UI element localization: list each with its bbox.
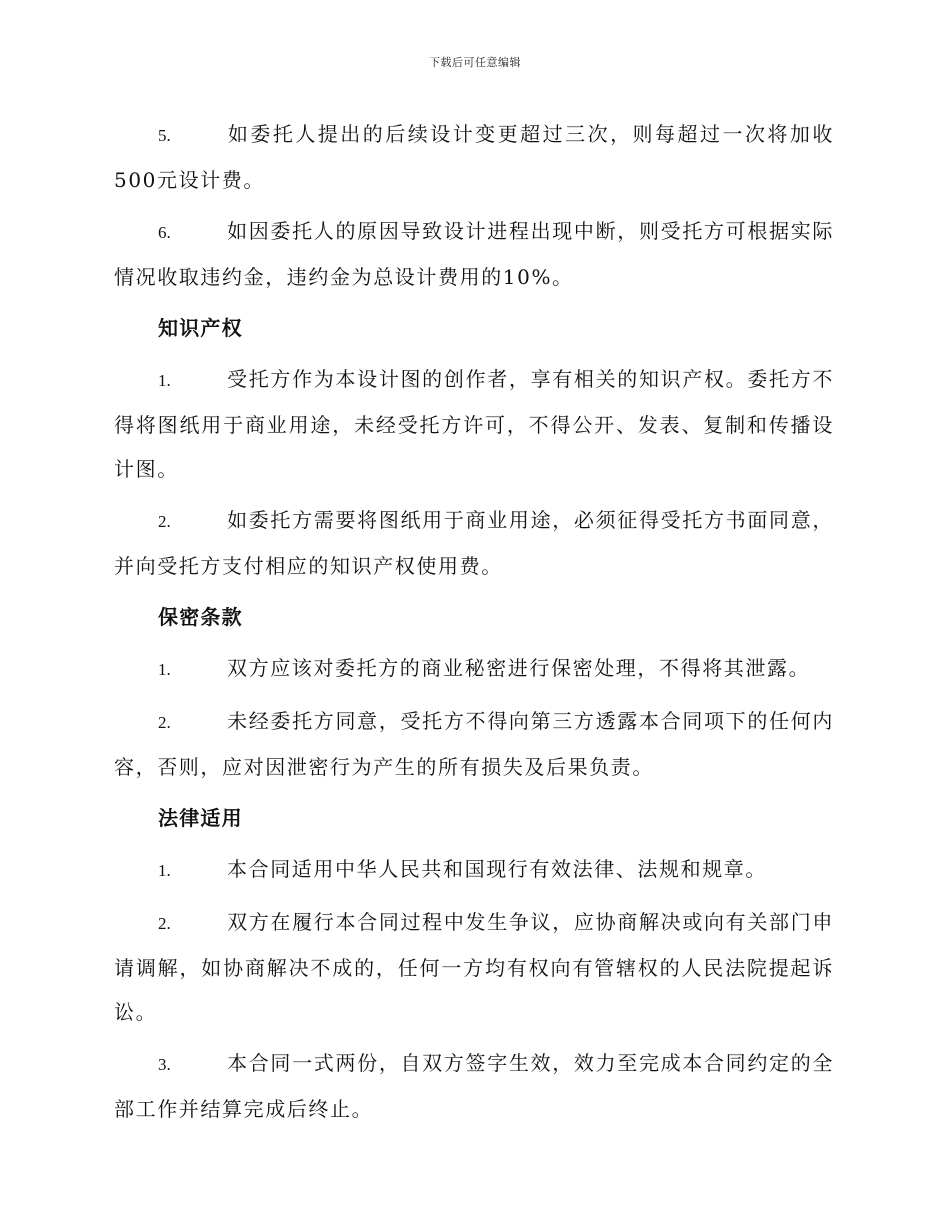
clause-item: [114, 112, 834, 202]
clause-item: [114, 1041, 834, 1131]
clause-number: 1.: [158, 371, 171, 390]
clause-text: 受托方作为本设计图的创作者，享有相关的知识产权。委托方不得将图纸用于商业用途，未经受托方许可，不得公开、发表、复制和传播设计图。: [114, 367, 834, 481]
document-body: [114, 112, 834, 1138]
section-heading-ip: 知识产权: [158, 316, 243, 340]
section-heading-confidentiality: 保密条款: [158, 605, 243, 629]
clause-number: 2.: [158, 512, 171, 531]
clause-number: 2.: [158, 713, 171, 732]
clause-item: [114, 646, 834, 692]
clause-number: 2.: [158, 914, 171, 933]
clause-number: 3.: [158, 1055, 171, 1074]
clause-item: [114, 357, 834, 491]
clause-item: [114, 847, 834, 893]
clause-item: [114, 900, 834, 1034]
clause-text: 如委托方需要将图纸用于商业用途，必须征得受托方书面同意，并向受托方支付相应的知识产权使用费。: [114, 508, 834, 578]
clause-number: 5.: [158, 126, 171, 145]
page-header: 下载后可任意编辑: [429, 56, 521, 69]
clause-text: 本合同一式两份，自双方签字生效，效力至完成本合同约定的全部工作并结算完成后终止。: [114, 1051, 834, 1121]
clause-number: 1.: [158, 861, 171, 880]
clause-text: 未经委托方同意，受托方不得向第三方透露本合同项下的任何内容，否则，应对因泄密行为产生的所有损失及后果负责。: [114, 709, 834, 779]
clause-text: 如因委托人的原因导致设计进程出现中断，则受托方可根据实际情况收取违约金，违约金为总设计费用的10%。: [114, 219, 834, 289]
clause-text: 双方在履行本合同过程中发生争议，应协商解决或向有关部门申请调解，如协商解决不成的，任何一方均有权向有管辖权的人民法院提起诉讼。: [114, 910, 834, 1024]
clause-text: 如委托人提出的后续设计变更超过三次，则每超过一次将加收500元设计费。: [114, 122, 834, 192]
section-heading-applicable-law: 法律适用: [158, 806, 243, 830]
clause-item: [114, 498, 834, 588]
clause-item: [114, 209, 834, 299]
clause-text: 双方应该对委托方的商业秘密进行保密处理，不得将其泄露。: [227, 656, 811, 680]
clause-text: 本合同适用中华人民共和国现行有效法律、法规和规章。: [227, 857, 767, 881]
clause-item: [114, 699, 834, 789]
clause-number: 6.: [158, 223, 171, 242]
clause-number: 1.: [158, 660, 171, 679]
